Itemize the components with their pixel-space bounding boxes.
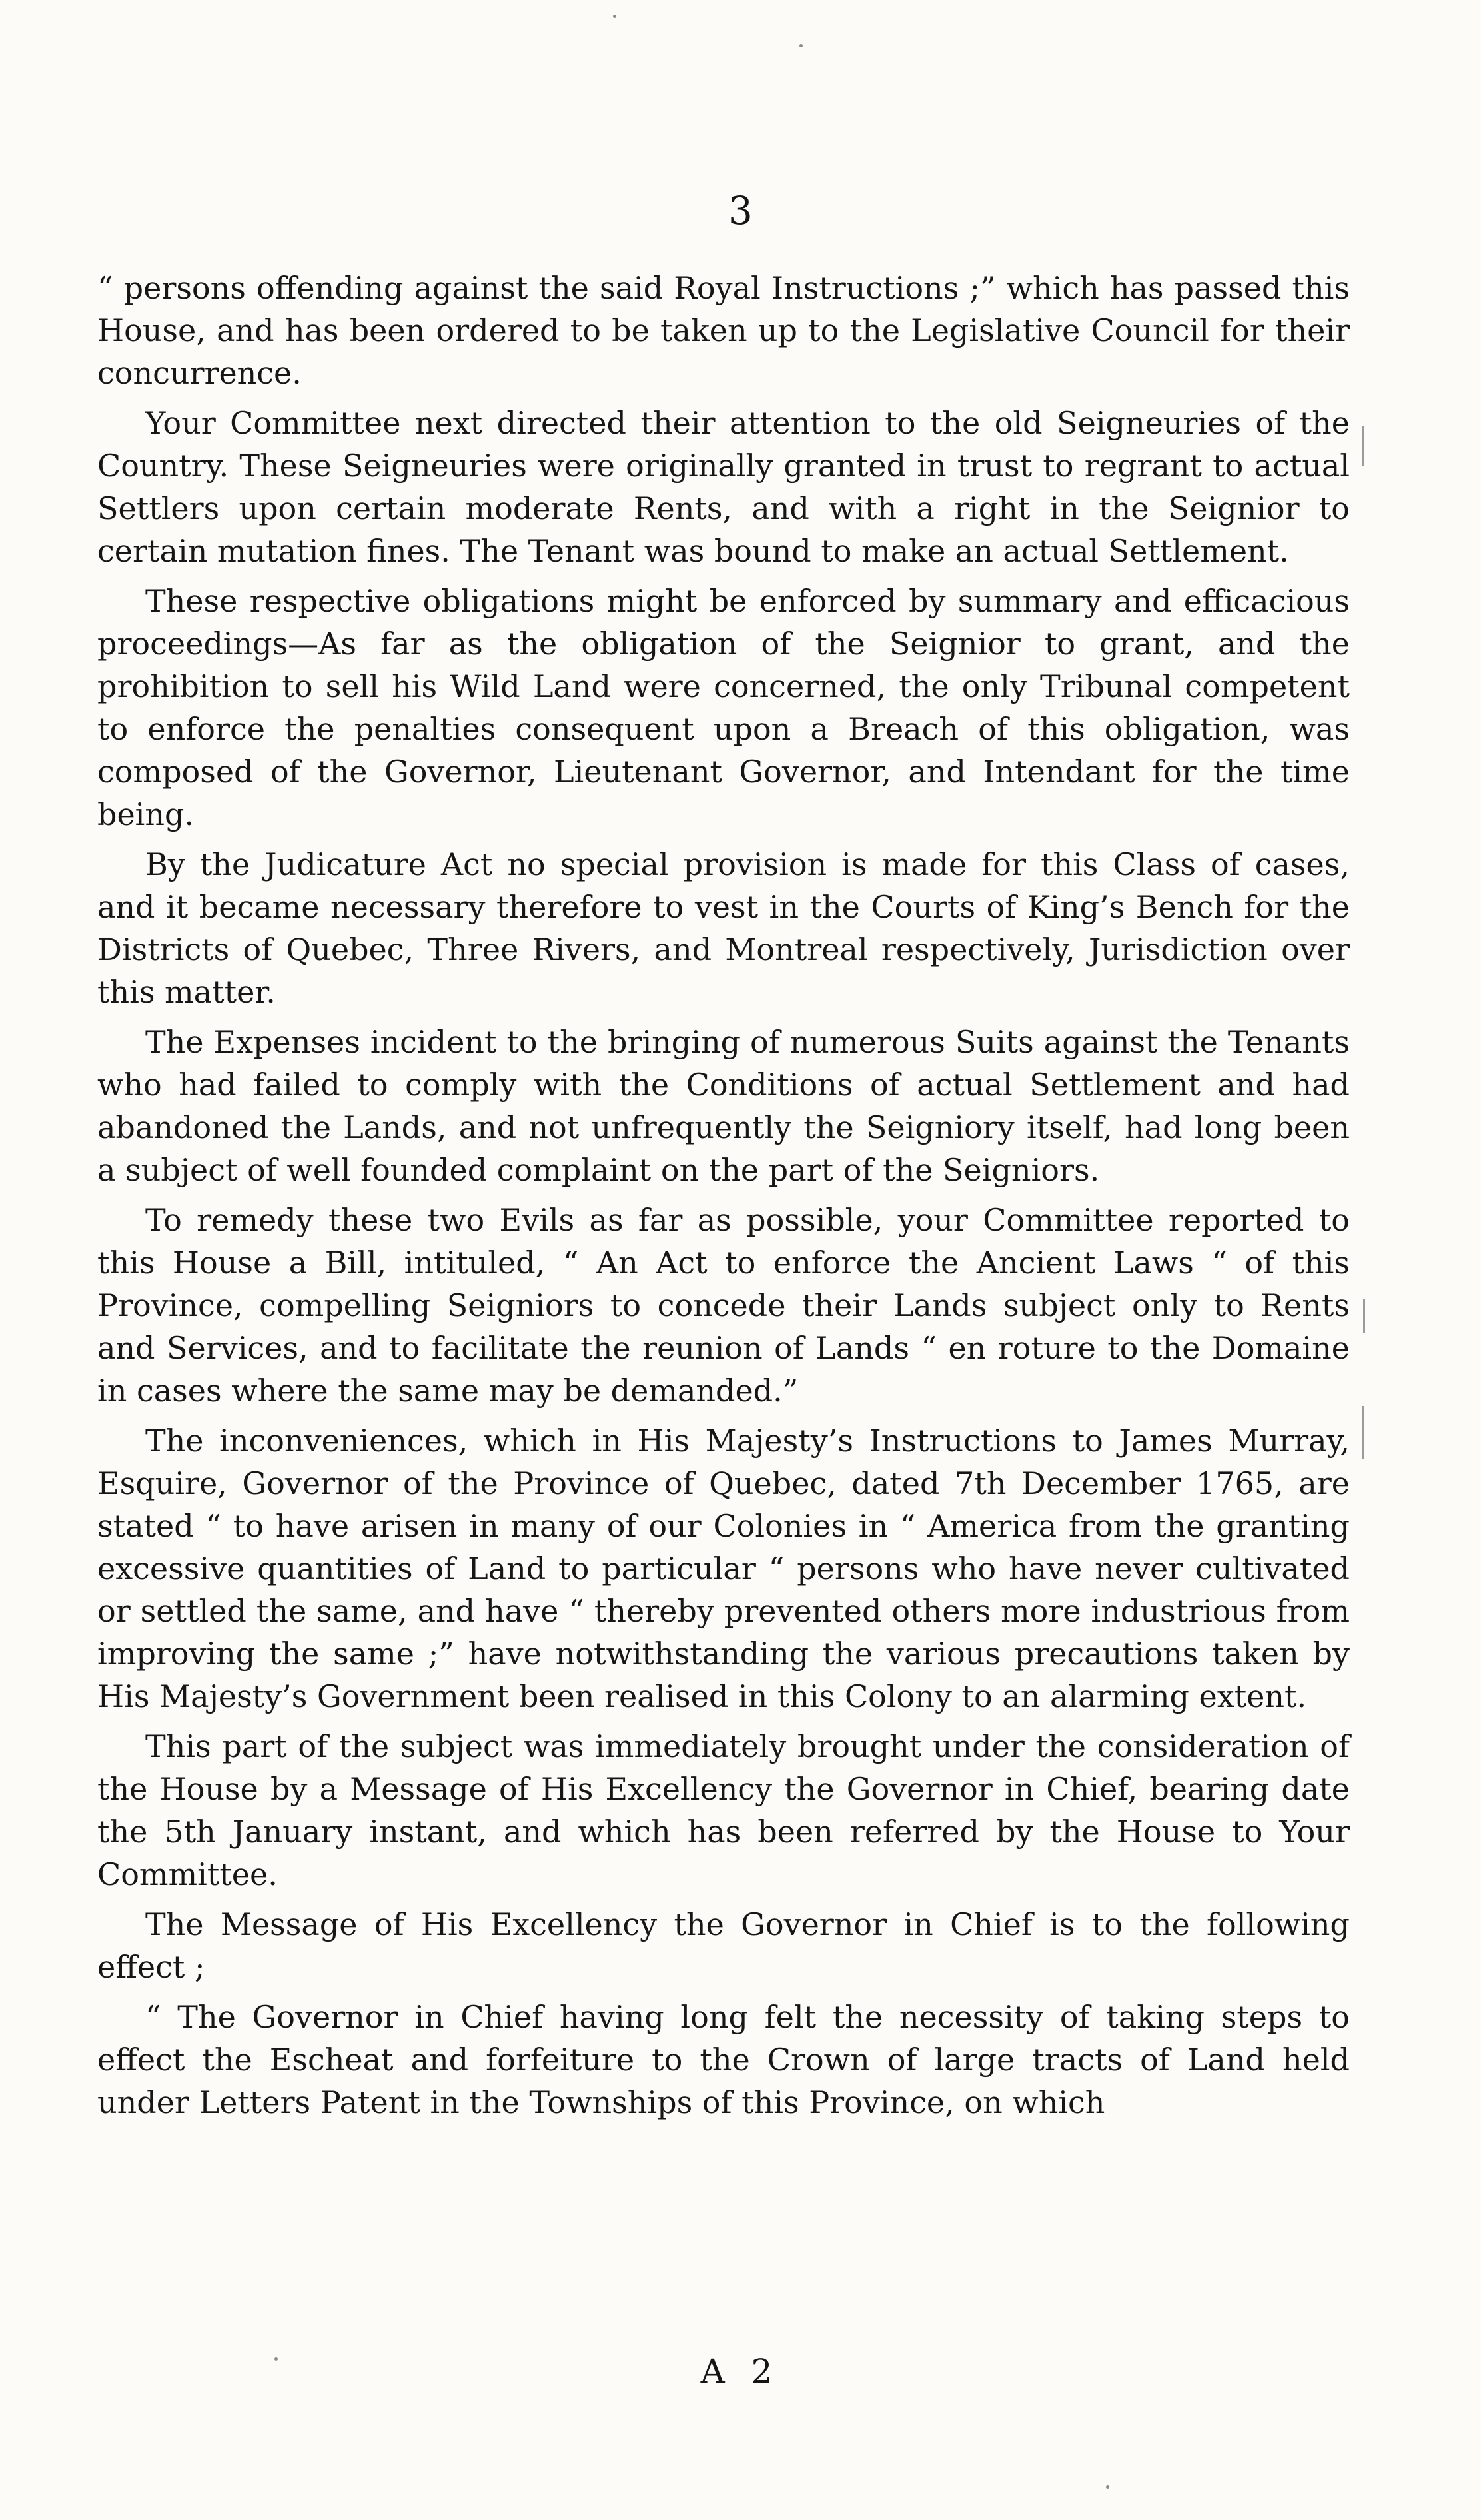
page-number: 3 xyxy=(728,188,753,233)
paragraph-7: The inconveniences, which in His Majesty’s Instructions to James Murray, Esquire, Governor of the Province of Quebec, dated 7th December 1765, are stated “ to have arisen in many of our Colonies in “ America from the granting excessive quantities of Land to particular “ persons who have never cultivated or settled the same, and have “ thereby prevented others more industrious from improving the same ;” have notwithstanding the various precautions taken by His Majesty’s Government been realised in this Colony to an alarming extent. xyxy=(97,1423,1350,1714)
paragraph-1: “ persons offending against the said Royal Instructions ;” which has passed this House, and has been ordered to be taken up to the Legislative Council for their concurrence. xyxy=(97,270,1350,391)
ink-speck xyxy=(1106,2485,1109,2489)
paragraph-9: The Message of His Excellency the Governor in Chief is to the following effect ; xyxy=(97,1906,1350,1985)
edge-mark xyxy=(1362,426,1364,466)
paragraph-10: “ The Governor in Chief having long felt the necessity of taking steps to effect the Escheat and forfeiture to the Crown of large tracts of Land held under Letters Patent in the Townships of this Province, on which xyxy=(97,1999,1350,2120)
paragraph-2: Your Committee next directed their attention to the old Seigneuries of the Country. These Seigneuries were originally granted in trust to regrant to actual Settlers upon certain moderate Rents, and with a right in the Seignior to certain mutation fines. The Tenant was bound to make an actual Settlement. xyxy=(97,405,1350,569)
body-text xyxy=(97,267,1350,2131)
edge-mark xyxy=(1362,1406,1364,1459)
paragraph-5: The Expenses incident to the bringing of numerous Suits against the Tenants who had failed to comply with the Conditions of actual Settlement and had abandoned the Lands, and not unfrequently the Seigniory itself, had long been a subject of well founded complaint on the part of the Seigniors. xyxy=(97,1024,1350,1188)
paragraph-3: These respective obligations might be enforced by summary and efficacious proceedings—As far as the obligation of the Seignior to grant, and the prohibition to sell his Wild Land were concerned, the only Tribunal competent to enforce the penalties consequent upon a Breach of this obligation, was composed of the Governor, Lieutenant Governor, and Intendant for the time being. xyxy=(97,583,1350,832)
ink-speck xyxy=(613,15,616,18)
paragraph-4: By the Judicature Act no special provision is made for this Class of cases, and it became necessary therefore to vest in the Courts of King’s Bench for the Districts of Quebec, Three Rivers, and Montreal respectively, Jurisdiction over this matter. xyxy=(97,846,1350,1010)
edge-mark xyxy=(1363,1299,1365,1333)
ink-speck xyxy=(274,2357,278,2361)
ink-speck xyxy=(799,44,803,47)
signature-mark: A 2 xyxy=(700,2352,781,2391)
paragraph-6: To remedy these two Evils as far as possible, your Committee reported to this House a Bill, intituled, “ An Act to enforce the Ancient Laws “ of this Province, compelling Seigniors to concede their Lands subject only to Rents and Services, and to facilitate the reunion of Lands “ en roture to the Domaine in cases where the same may be demanded.” xyxy=(97,1202,1350,1409)
paragraph-8: This part of the subject was immediately brought under the consideration of the House by a Message of His Excellency the Governor in Chief, bearing date the 5th January instant, and which has been referred by the House to Your Committee. xyxy=(97,1728,1350,1892)
